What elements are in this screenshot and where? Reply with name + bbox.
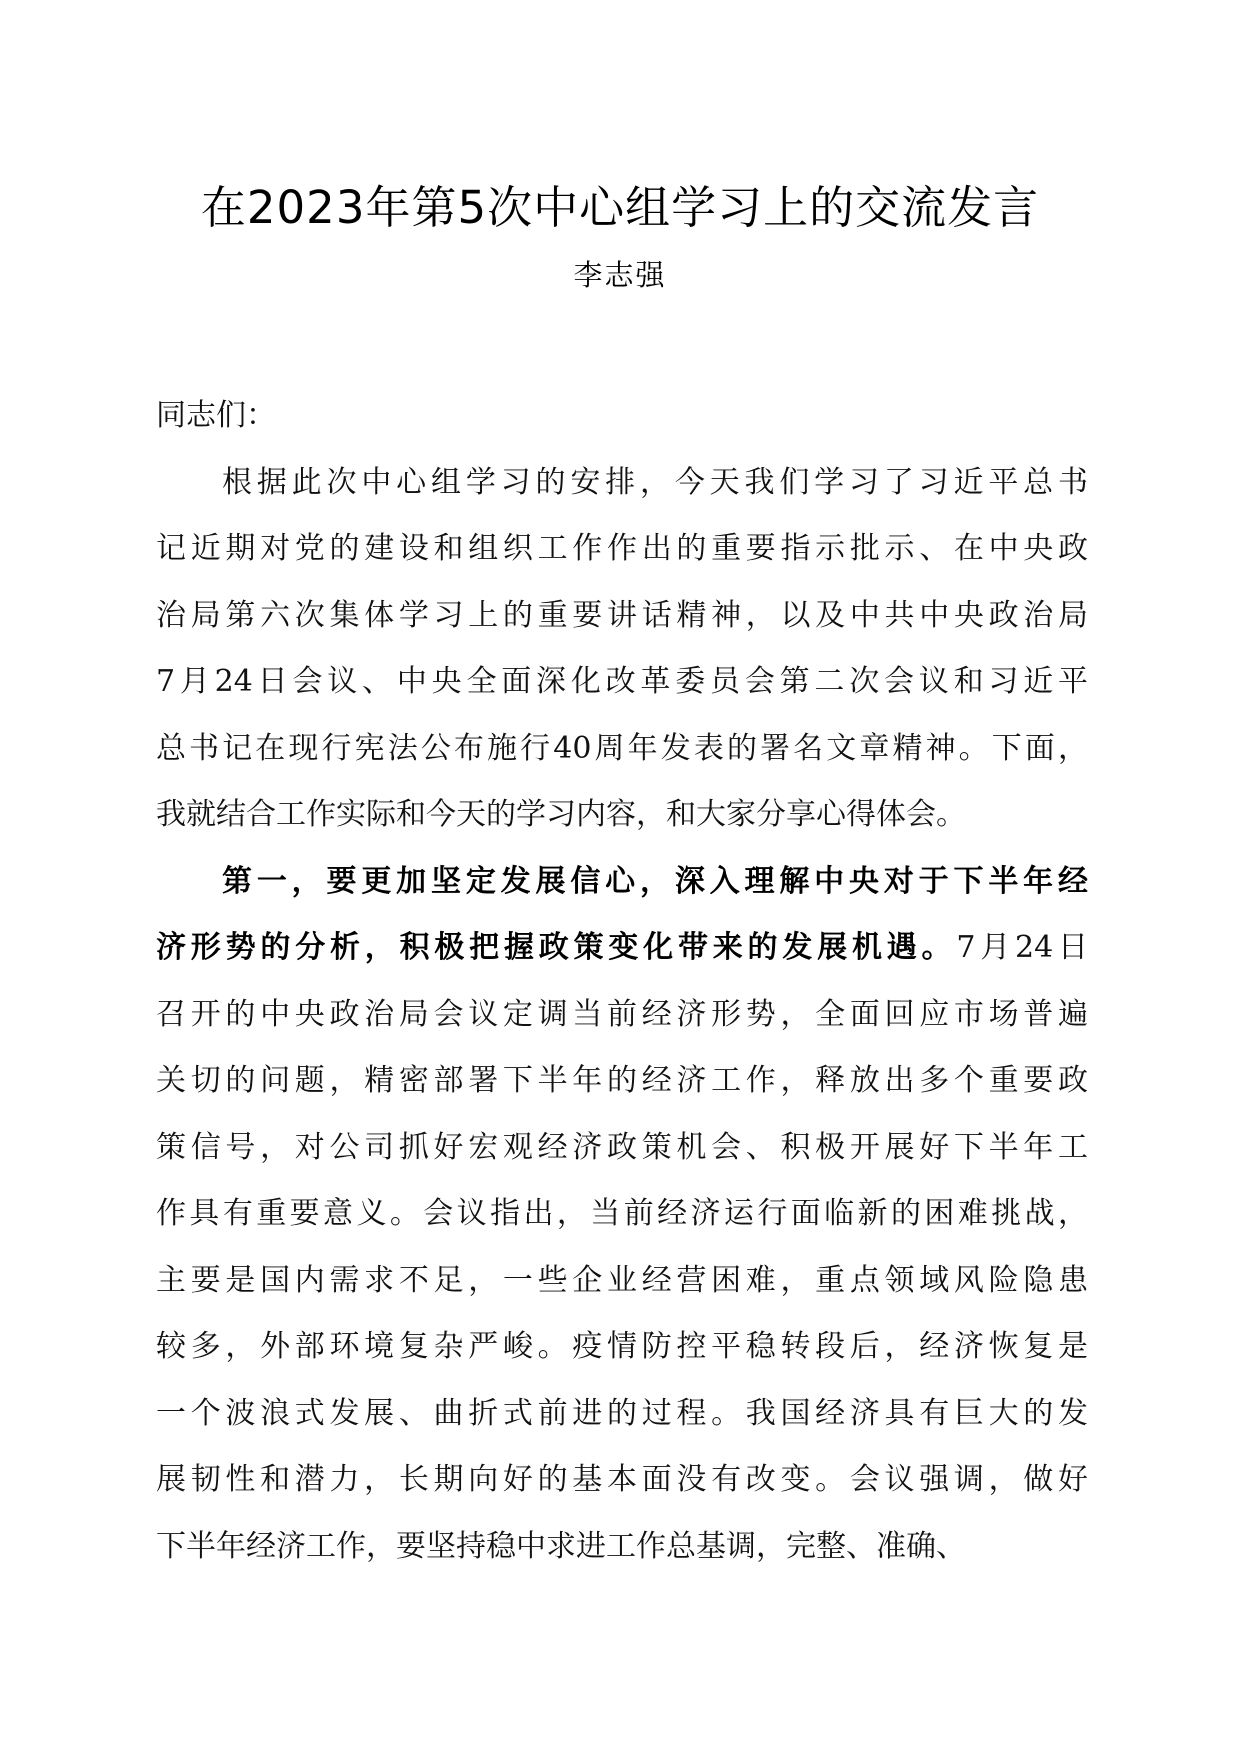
paragraph-2-line-11: 下半年经济工作，要坚持稳中求进工作总基调，完整、准确、 [156, 1528, 966, 1564]
paragraph-2-line-10: 展韧性和潜力，长期向好的基本面没有改变。会议强调，做好 [156, 1462, 1088, 1497]
paragraph-2-line-8: 较多，外部环境复杂严峻。疫情防控平稳转段后，经济恢复是 [156, 1329, 1088, 1364]
paragraph-1-line-3: 治局第六次集体学习上的重要讲话精神，以及中共中央政治局 [156, 597, 1088, 633]
author-name: 李志强 [573, 258, 667, 292]
paragraph-2-heading-line-2: 济形势的分析，积极把握政策变化带来的发展机遇。 [156, 930, 957, 965]
paragraph-1-line-1: 根据此次中心组学习的安排，今天我们学习了习近平总书 [222, 464, 1088, 500]
paragraph-2-line-7: 主要是国内需求不足，一些企业经营困难，重点领域风险隐患 [156, 1262, 1088, 1298]
salutation: 同志们： [156, 398, 276, 433]
document-title: 在2023年第5次中心组学习上的交流发言 [200, 181, 1040, 234]
paragraph-2-line-4: 关切的问题，精密部署下半年的经济工作，释放出多个重要政 [156, 1063, 1088, 1098]
paragraph-1-line-5: 总书记在现行宪法公布施行40周年发表的署名文章精神。下面， [156, 730, 1088, 766]
paragraph-2-line-5: 策信号，对公司抓好宏观经济政策机会、积极开展好下半年工 [156, 1129, 1088, 1165]
paragraph-1-line-2: 记近期对党的建设和组织工作作出的重要指示批示、在中央政 [156, 531, 1088, 566]
paragraph-2-line-6: 作具有重要意义。会议指出，当前经济运行面临新的困难挑战， [156, 1196, 1088, 1231]
document-body [156, 383, 1088, 1580]
paragraph-1-line-6: 我就结合工作实际和今天的学习内容，和大家分享心得体会。 [156, 797, 966, 832]
paragraph-2-line-3: 召开的中央政治局会议定调当前经济形势，全面回应市场普遍 [156, 996, 1088, 1032]
paragraph-2-line-2 [156, 915, 1088, 982]
paragraph-2-line-9: 一个波浪式发展、曲折式前进的过程。我国经济具有巨大的发 [156, 1395, 1088, 1431]
paragraph-2-line-2-rest: 7月24日 [956, 930, 1088, 965]
paragraph-1-line-4: 7月24日会议、中央全面深化改革委员会第二次会议和习近平 [156, 664, 1088, 699]
paragraph-2-heading-line-1: 第一，要更加坚定发展信心，深入理解中央对于下半年经 [222, 863, 1088, 899]
